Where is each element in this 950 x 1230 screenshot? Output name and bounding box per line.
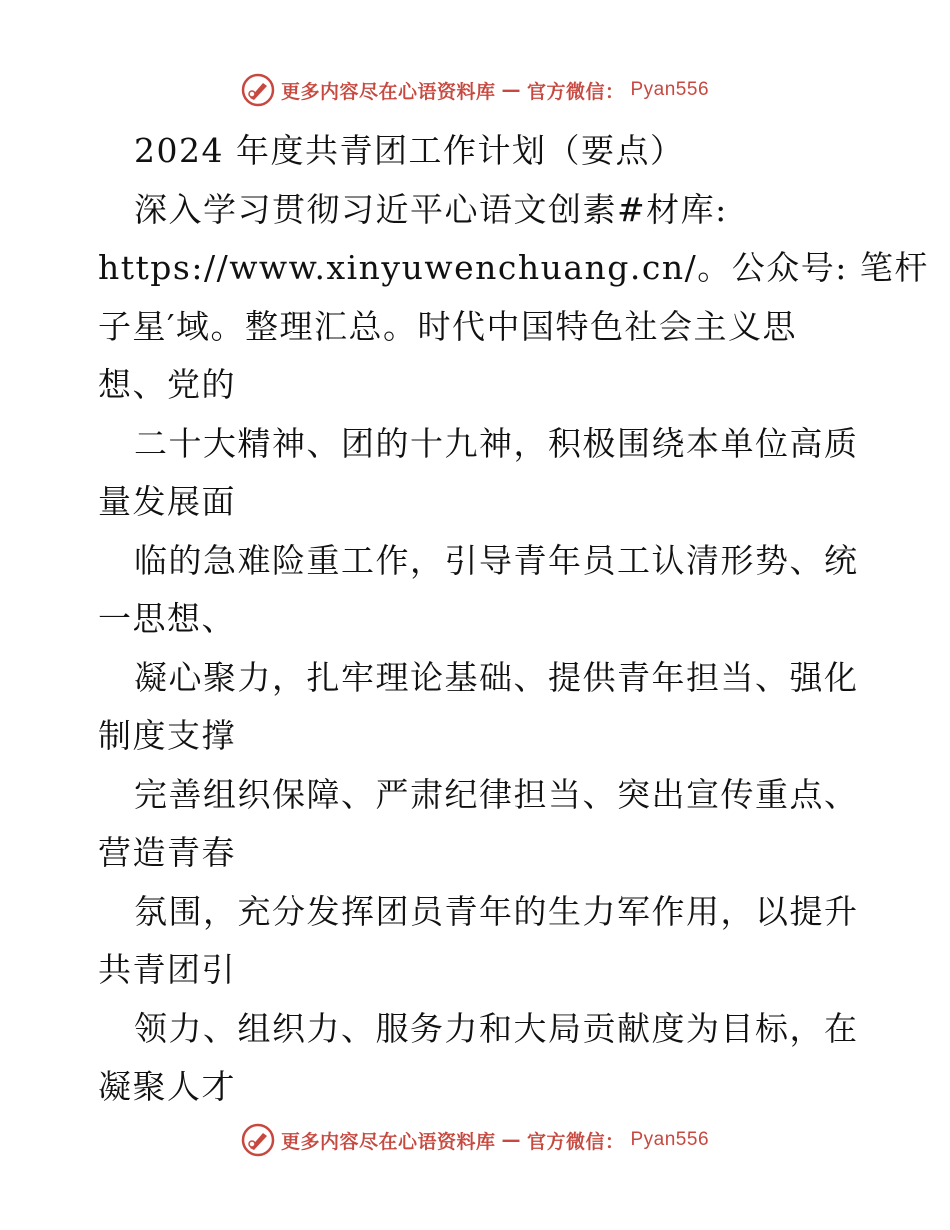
footer-watermark xyxy=(0,1120,950,1160)
watermark-dash: — xyxy=(501,1129,521,1151)
text-line: https://www.xinyuwenchuang.cn/。公众号: 笔杆 xyxy=(98,248,929,287)
watermark-label: 官方微信： xyxy=(526,1130,625,1153)
text-line: 想、党的 xyxy=(98,365,236,404)
text-line: 营造青春 xyxy=(98,833,236,872)
text-line: 量发展面 xyxy=(98,482,236,521)
watermark-dash: — xyxy=(501,79,521,101)
watermark-text: 更多内容尽在心语资料库 xyxy=(280,80,496,103)
text-line: 完善组织保障、严肃纪律担当、突出宣传重点、 xyxy=(134,774,859,814)
header-watermark xyxy=(0,70,950,110)
watermark-label: 官方微信： xyxy=(526,80,625,103)
text-line: 凝心聚力，扎牢理论基础、提供青年担当、强化 xyxy=(134,657,859,697)
document-title: 2024 年度共青团工作计划（要点） xyxy=(134,131,685,170)
text-line: 领力、组织力、服务力和大局贡献度为目标，在 xyxy=(134,1008,859,1048)
text-line: 临的急难险重工作，引导青年员工认清形势、统 xyxy=(134,540,859,580)
text-line: 制度支撑 xyxy=(98,716,236,755)
text-line: 氛围，充分发挥团员青年的生力军作用，以提升 xyxy=(134,891,859,931)
text-line: 二十大精神、团的十九神，积极围绕本单位高质 xyxy=(134,423,859,463)
pen-logo-icon xyxy=(241,1123,275,1157)
pen-logo-icon xyxy=(241,73,275,107)
watermark-text: 更多内容尽在心语资料库 xyxy=(280,1130,496,1153)
text-line: 共青团引 xyxy=(98,950,236,989)
text-line: 深入学习贯彻习近平心语文创素#材库: xyxy=(134,189,728,229)
text-line: 凝聚人才 xyxy=(98,1067,236,1106)
document-body xyxy=(98,122,929,1117)
watermark-id: Pyan556 xyxy=(630,79,710,100)
text-line: 子星′域。整理汇总。时代中国特色社会主义思 xyxy=(98,306,797,346)
watermark-id: Pyan556 xyxy=(630,1129,710,1150)
text-line: 一思想、 xyxy=(98,599,236,638)
